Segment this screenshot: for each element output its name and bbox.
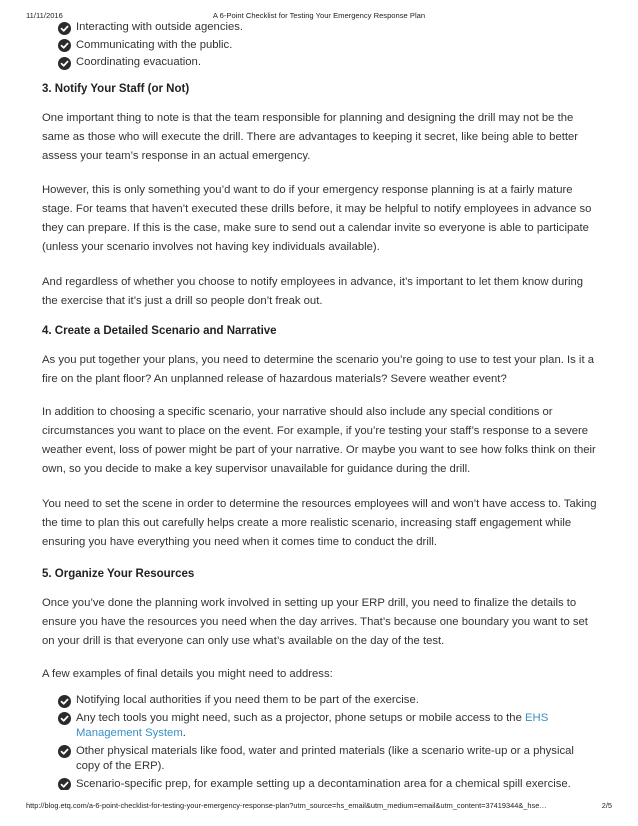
checklist-text: Other physical materials like food, water and printed materials (like a scenario write-up or a physical copy of the ERP). (76, 744, 574, 772)
article-body (42, 0, 598, 790)
checklist-text-part: Any tech tools you might need, such as a projector, phone setups or mobile access to the (76, 711, 525, 724)
page-number: 2/5 (601, 801, 612, 810)
page-url: http://blog.etq.com/a-6-point-checklist-for-testing-your-emergency-response-plan?utm_source=hs_email&utm_medium=email&utm_content=37419344&_hse… (26, 801, 547, 810)
section-4-paragraph-3: You need to set the scene in order to determine the resources employees will and won’t have access to. Taking the time to plan this out carefully helps create a more realistic scenario, increasing staff engagement while ensuring you have everything you need when it comes time to conduct the drill. (42, 498, 597, 548)
section-4-paragraph-2: In addition to choosing a specific scenario, your narrative should also include any special conditions or circumstances you want to place on the event. For example, if you’re testing your staff’s response to a severe weather event, loss of power might be part of your narrative. Or maybe you want to see how folks think on their own, so you decide to make a key supervisor unavailable for guidance during the drill. (42, 406, 596, 475)
checklist-text: Communicating with the public. (76, 38, 233, 51)
section-5-heading: 5. Organize Your Resources (42, 568, 195, 580)
check-circle-icon (58, 778, 71, 790)
section-3-paragraph-2: However, this is only something you’d want to do if your emergency response planning is at a fairly mature stage. For teams that haven’t executed these drills before, it may be helpful to notify employees in advance so they can prepare. If this is the case, make sure to send out a calendar invite so everyone is able to participate (unless your scenario involves not having key individuals available). (42, 184, 592, 253)
checklist-top (42, 20, 598, 73)
checklist-text: Scenario-specific prep, for example setting up a decontamination area for a chemical spill exercise. (76, 777, 571, 790)
checklist-text: Interacting with outside agencies. (76, 21, 244, 33)
section-4-paragraph-1: As you put together your plans, you need to determine the scenario you’re going to use to test your plan. Is it a fire on the plant floor? An unplanned release of hazardous materials? Severe weather event? (42, 354, 594, 385)
print-date: 11/11/2016 (26, 11, 63, 20)
list-item (42, 777, 598, 791)
section-3-paragraph-1: One important thing to note is that the team responsible for planning and designing the drill may not be the same as those who will execute the drill. There are advantages to keeping it secret, like being able to better assess your team’s response in an actual emergency. (42, 112, 579, 162)
list-item (42, 744, 598, 775)
resources-checklist (42, 693, 598, 790)
checklist-text: Notifying local authorities if you need them to be part of the exercise. (76, 694, 419, 706)
checklist-text: Coordinating evacuation. (76, 56, 201, 68)
list-item (42, 55, 598, 71)
section-4-heading: 4. Create a Detailed Scenario and Narrative (42, 325, 277, 337)
list-item (42, 711, 598, 742)
checklist-text-part: . (182, 727, 186, 739)
print-footer (26, 801, 612, 813)
list-item (42, 38, 598, 54)
list-item (42, 693, 598, 709)
check-circle-icon (58, 39, 71, 52)
print-title: A 6-Point Checklist for Testing Your Emergency Response Plan (212, 11, 426, 20)
checklist-text (76, 712, 548, 740)
ehs-management-system-link[interactable]: EHS Management System (76, 711, 549, 739)
list-item (42, 20, 598, 36)
section-5-paragraph-1: Once you’ve done the planning work involved in setting up your ERP drill, you need to finalize the details to ensure you have the resources you need when the day arrives. That’s because one boundary you want to set on your drill is that everyone can only use what’s available on the day of the test. (42, 597, 588, 647)
section-3-heading: 3. Notify Your Staff (or Not) (42, 83, 190, 95)
check-circle-icon (58, 712, 71, 725)
section-5-paragraph-2: A few examples of final details you might need to address: (42, 668, 333, 680)
section-3-paragraph-3: And regardless of whether you choose to notify employees in advance, it’s important to let them know during the exercise that it’s just a drill so people don’t freak out. (42, 276, 584, 307)
check-circle-icon (58, 745, 71, 758)
check-circle-icon (58, 22, 71, 35)
check-circle-icon (58, 57, 71, 70)
check-circle-icon (58, 695, 71, 708)
